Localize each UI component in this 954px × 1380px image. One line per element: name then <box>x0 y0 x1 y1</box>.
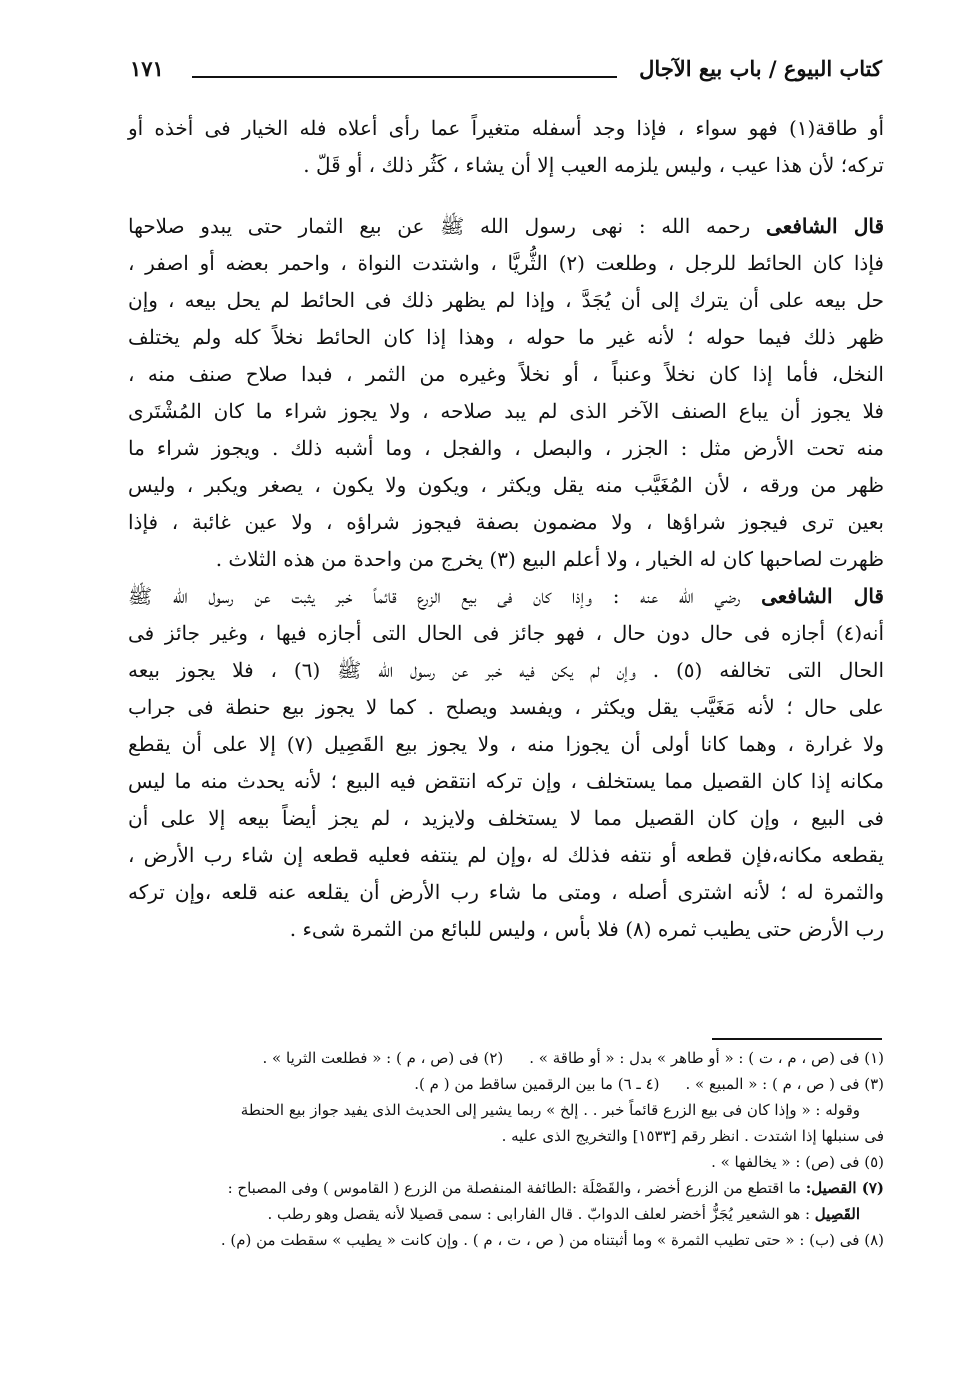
footnote-1: (١) فى (ص ، م ، ت ) : « أو طاهر » بدل : « أو طاقة » . <box>529 1049 884 1067</box>
speaker-label: قال الشافعى <box>761 584 884 608</box>
footnote-comment-line: وقوله : « وإذا كان فى بيع الزرع قائماً خبر . . إلخ » ربما يشير إلى الحديث الذى يفيد جواز بيع الحنطة <box>240 1101 860 1119</box>
footnote-7-text-2: : هو الشعير يُجَزُّ أخضر لعلف الدوابّ . قال الفارابى : سمى قصيلا لأنه يقصل وهو رطب . <box>267 1205 815 1223</box>
text-line-rest: رحمه الله : نهى رسول الله ﷺ عن بيع الثمار حتى يبدو صلاحها <box>128 214 751 238</box>
footnote-7 <box>128 1175 884 1201</box>
text-line: ظهر ذلك فيما حوله ؛ لأنه غير ما حوله ، وهذا إذا كان الحائط نخلاً كله ولم يختلف <box>128 325 884 349</box>
footnote-7-text: ما اقتطع من الزرع أخضر ، والقَصْلَة :الطائفة المنفصلة من الزرع ( القاموس ) وفى المصباح : <box>227 1179 806 1197</box>
header-rule <box>192 76 617 78</box>
text-line: حل بيعه على أن يترك إلى أن يُجَدَّ ، وإذا لم يظهر ذلك فى الحائط لم يحل بيعه ، وإن <box>128 288 884 312</box>
footnotes <box>128 1045 884 1253</box>
footnote-row <box>128 1071 884 1097</box>
running-header <box>130 50 882 90</box>
text-line: ولا غرارة ، وهما كانا أولى أن يجوزا منه ، ولا يجوز بيع القَصِيل (٧) إلا على أن يقطع <box>128 732 884 756</box>
text-line: فإذا كان الحائط للرجل ، وطلعت (٢) الثُّريَّا ، واشتدت النواة ، واحمر بعضه أو اصفر ، <box>128 251 884 275</box>
text-line: ظهر من ورقه ، لأن المُغَيَّب منه يقل ويكثر ، ويكون ولا يكون ، يصغر ويكبر ، وليس <box>128 473 884 497</box>
text-line: مكانه إذا كان القصيل مما يستخلف ، وإن تركه انتقض فيه البيع ؛ لأنه يحدث منه ما ليس <box>128 769 884 793</box>
footnote-7-cont <box>128 1201 884 1227</box>
text-line: أنه(٤) أجازه فى حال دون حال ، فهو جائز فى الحال التى أجازه فيها ، وغير جائز فى <box>128 621 885 645</box>
text-line: فى البيع ، وإن كان القصيل مما لا يستخلف ولايزيد ، لم يجز أيضاً بيعه إلا على أن <box>128 806 884 830</box>
text-line-rest: رضي الله عنه : وإذا كان فى بيع الزرع قائماً خبر يثبت عن رسول الله ﷺ <box>128 584 741 608</box>
footnote-rule <box>712 1038 882 1040</box>
footnote-row <box>128 1045 884 1071</box>
footnote-4-6: (٤ ـ ٦) ما بين الرقمين ساقط من ( م ). <box>414 1075 660 1093</box>
text-line: يقطعه مكانه،فإن قطعه أو نتفه فذلك له ،وإن لم ينتفه فعليه قطعه إن شاء رب الأرض ، <box>128 843 884 867</box>
page-number: ١٧١ <box>130 56 164 81</box>
text-line: أو طاقة(١) فهو سواء ، فإذا وجد أسفله متغيراً عما رأى أعلاه فله الخيار فى أخذه أو <box>128 116 885 140</box>
main-text <box>128 110 884 948</box>
text-line: تركه؛ لأن هذا عيب ، وليس يلزمه العيب إلا أن يشاء ، كَثُر ذلك ، أو قَلّ . <box>303 153 884 177</box>
footnote-2: (٢) فى (ص ، م ) : « فطلعت الثريا » . <box>262 1049 504 1067</box>
text-line: والثمرة له ؛ لأنه اشترى أصله ، ومتى ما شاء رب الأرض أن يقلعه عنه قلعه ،وإن تركه <box>128 880 884 904</box>
text-line: على حال ؛ لأنه مَغَيَّب يقل ويكثر ، ويفسد ويصلح . كما لا يجوز بيع حنطة فى جراب <box>128 695 884 719</box>
text-line: فلا يجوز أن يباع الصنف الآخر الذى لم يبد صلاحه ، ولا يجوز شراء ما كان المُشْتَرى <box>128 399 884 423</box>
footnote-5: (٥) فى (ص) : « يخالفها » . <box>711 1153 884 1171</box>
paragraph-3 <box>128 578 884 948</box>
footnote-7-term-2: القَصِيل <box>814 1205 860 1223</box>
text-line: منه تحت الأرض مثل : الجزر ، والبصل ، والفجل ، وما أشبه ذلك . ويجوز شراء ما <box>128 436 884 460</box>
text-line: رب الأرض حتى يطيب ثمره (٨) فلا بأس ، وليس للبائع من الثمرة شىء . <box>289 917 884 941</box>
text-line <box>128 578 884 615</box>
footnote-comment-line: فى سنبلها إذا اشتدت . انظر رقم [١٥٣٣] والتخريج الذى عليه . <box>501 1127 884 1145</box>
chapter-title: كتاب البيوع / باب بيع الآجال <box>639 56 882 81</box>
footnote-3: (٣) فى ( ص ، م ) : « المبيع » . <box>685 1075 884 1093</box>
footnote-8: (٨) فى (ب) : « حتى تطيب الثمرة » وما أثبتناه من ( ص ، ت ، م ) . وإن كانت « يطيب » سقطت من (م) . <box>220 1231 884 1249</box>
text-line: بعين ترى فيجوز شراؤها ، ولا مضمون بصفة فيجوز شراؤه ، ولا عين غائبة ، فإذا <box>128 510 884 534</box>
footnote-7-term: (٧) القصيل: <box>805 1179 884 1197</box>
text-line <box>128 208 884 245</box>
text-line: ظهرت لصاحبها كان له الخيار ، ولا أعلم البيع (٣) يخرج من واحدة من هذه الثلاث . <box>215 547 884 571</box>
paragraph-1 <box>128 110 884 184</box>
paragraph-2 <box>128 208 884 578</box>
text-line: النخل، فأما إذا كان نخلاً وعنباً ، أو نخلاً وغيره من الثمر ، فبدا صلاح صنف منه ، <box>128 362 884 386</box>
speaker-label: قال الشافعى <box>766 214 884 238</box>
text-line: الحال التى تخالفه (٥) . وإن لم يكن فيه خبر عن رسول الله ﷺ (٦) ، فلا يجوز بيعه <box>128 658 885 682</box>
